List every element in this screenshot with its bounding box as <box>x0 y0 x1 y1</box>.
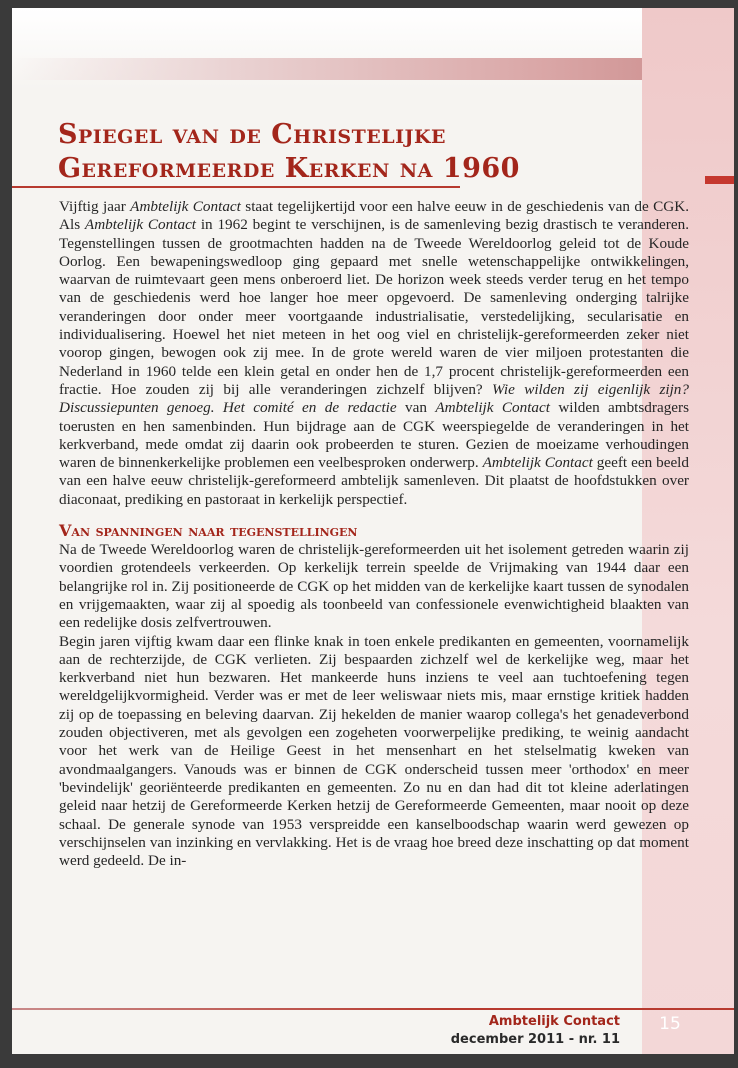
magazine-name: Ambtelijk Contact <box>435 399 550 417</box>
footer-issue: december 2011 - nr. 11 <box>450 1032 620 1047</box>
magazine-name: Ambtelijk Contact <box>130 198 241 215</box>
section-heading: Van spanningen naar tegenstellingen <box>59 521 358 541</box>
footer-rule <box>12 1008 734 1010</box>
page-number: 15 <box>659 1014 681 1034</box>
article-title <box>58 118 708 186</box>
footer-magazine-title: Ambtelijk Contact <box>488 1014 620 1029</box>
title-underline <box>12 186 460 188</box>
italic-question: Wie wilden zij eigenlijk zijn? Discussiepunten genoeg. Het comité en de redactie <box>59 380 689 417</box>
section-marker <box>705 176 734 184</box>
section-paragraph-2: Begin jaren vijftig kwam daar een flinke knak in toen enkele predikanten en gemeenten, voornamelijk aan de rechterzijde, de CGK verlieten. Zij bespaarden zichzelf wel de kerkelijke weg, maar het kerkverband niet hun bezwaren. Het mankeerde huns inziens te veel aan tuchtoefening tegen wereldgelijkvormigheid. Verder was er met de leer weliswaar niets mis, maar ernstige kritiek hadden zij op de toepassing en beleving daarvan. Zij hekelden de manier waarop collega's het genadeverbond zouden objectiveren, met als gevolgen een zogeheten voorwerpelijke prediking, te weinig aandacht voor het werk van de Heilige Geest in het mensenhart en het stelselmatig kweken van avondmaalgangers. Vanouds was er binnen de CGK onderscheid tussen meer 'orthodox' en meer 'bevindelijk' georiënteerde predikanten en gemeenten. Zo nu en dan had dit tot kleine aderlatingen geleid naar hetzij de Gereformeerde Kerken hetzij de Gereformeerde Gemeenten, maar nooit op deze schaal. De generale synode van 1953 verspreidde een kanselboodschap waarin werd gewezen op verschijnselen van inzinking en vervlakking. Het is de vraag hoe breed deze inschatting op dat moment werd gedeeld. De in- <box>59 632 689 870</box>
article-body <box>59 198 689 870</box>
section-paragraph-1: Na de Tweede Wereldoorlog waren de christelijk-gereformeerden uit het isolement getreden waarin zij voordien grotendeels verkeerden. Op kerkelijk terrein speelde de Vrijmaking van 1944 daar een belangrijke rol in. Zij positioneerde de CGK op het midden van de kerkelijke kaart tussen de synodalen en vrijgemaakten, waar zij al spoedig als toonbeeld van confessionele evenwichtigheid blaakten van een redelijke dosis zelfvertrouwen. <box>59 541 689 632</box>
magazine-name: Ambtelijk Contact <box>482 454 593 472</box>
magazine-page <box>12 8 734 1054</box>
title-line-1: Spiegel van de Christelijke <box>58 119 446 150</box>
page-footer <box>412 1013 620 1049</box>
magazine-name: Ambtelijk Contact <box>84 216 197 234</box>
decorative-band <box>12 58 734 80</box>
title-line-2: Gereformeerde Kerken na 1960 <box>58 153 520 184</box>
intro-paragraph: Vijftig jaar Ambtelijk Contact staat tegelijkertijd voor een halve eeuw in de geschiedenis van de CGK. Als Ambtelijk Contact in 1962 begint te verschijnen, is de samenleving bezig drastisch te veranderen. Tegenstellingen tussen de grootmachten hadden na de Tweede Wereldoorlog geleid tot de Koude Oorlog. Een bewapeningswedloop ging gepaard met snelle wetenschappelijke ontwikkelingen, waarvan de ruimtevaart geen mens onberoerd liet. De horizon week steeds verder terug en het tempo van de geschiedenis werd hoe langer hoe meer opgevoerd. De samenleving onderging talrijke veranderingen door onder meer voortgaande industrialisatie, verstedelijking, secularisatie en individualisering. Hoewel het niet meteen in het oog viel en christelijk-gereformeerden zeker niet voorop gingen, bewogen ook zij mee. In de grote wereld waren de vier miljoen protestanten die Nederland in 1960 telde een klein getal en onder hen de 1,7 procent christelijk-gereformeerden een fractie. Hoe zouden zij bij alle veranderingen zichzelf blijven? Wie wilden zij eigenlijk zijn? Discussiepunten genoeg. Het comité en de redactie van Ambtelijk Contact wilden ambtsdragers toerusten en hen samenbinden. Hun bijdrage aan de CGK weerspiegelde de veranderingen in het kerkverband, mede omdat zij daarin ook probeerden te sturen. Gezien de moeizame verhoudingen waren de binnenkerkelijke problemen een veelbesproken onderwerp. Ambtelijk Contact geeft een beeld van een halve eeuw christelijk-gereformeerd ambtelijk samenleven. Dit plaatst de hoofdstukken over diaconaat, prediking en pastoraat in kerkelijk perspectief. <box>59 198 690 508</box>
